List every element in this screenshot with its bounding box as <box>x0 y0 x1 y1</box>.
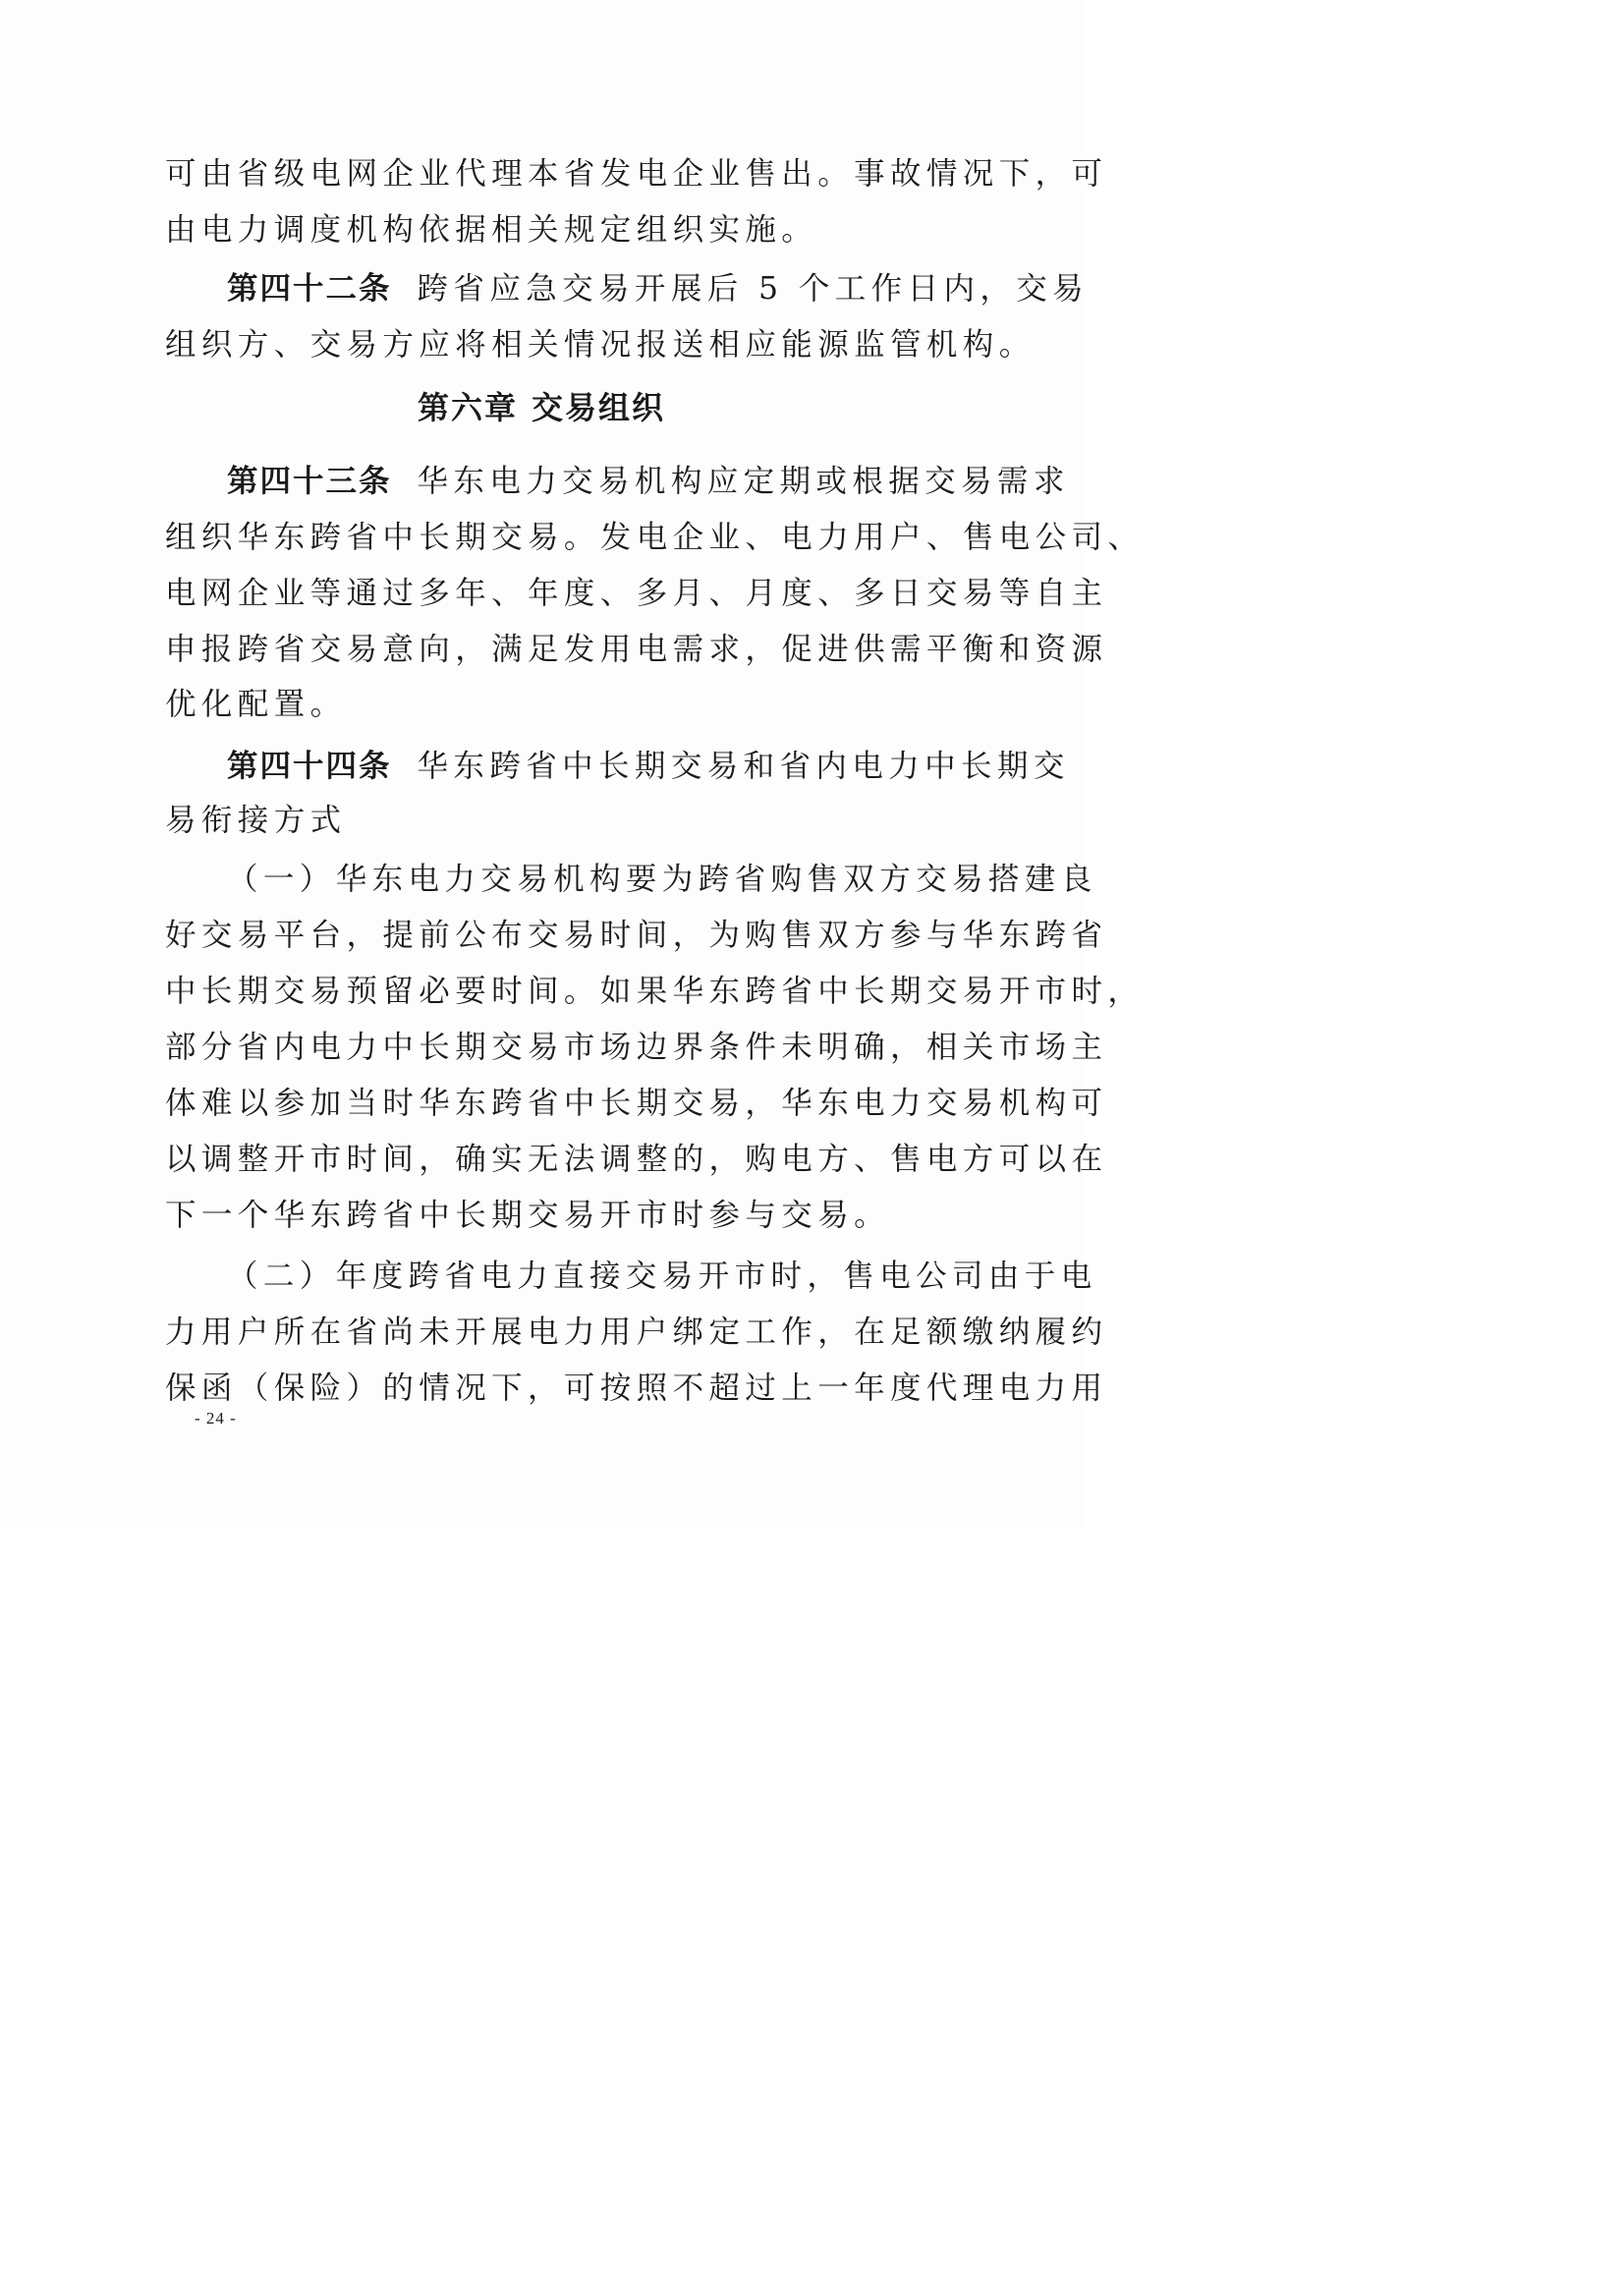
paragraph-line: 体难以参加当时华东跨省中长期交易，华东电力交易机构可 <box>165 1086 1108 1121</box>
article-text: 华东电力交易机构应定期或根据交易需求 <box>417 464 1070 499</box>
article-number: 第四十三条 <box>227 463 392 499</box>
paragraph-line: 可由省级电网企业代理本省发电企业售出。事故情况下，可 <box>165 156 1108 192</box>
paragraph-line: 优化配置。 <box>165 687 347 722</box>
paragraph-line: 申报跨省交易意向，满足发用电需求，促进供需平衡和资源 <box>165 632 1108 667</box>
list-item-first-line: （二）年度跨省电力直接交易开市时，售电公司由于电 <box>227 1259 1097 1294</box>
paragraph-line: 下一个华东跨省中长期交易开市时参与交易。 <box>165 1198 891 1233</box>
paragraph-line: 由电力调度机构依据相关规定组织实施。 <box>165 212 818 248</box>
article-44-first-line <box>227 747 1070 786</box>
chapter-heading <box>0 388 1083 427</box>
paragraph-line: 部分省内电力中长期交易市场边界条件未明确，相关市场主 <box>165 1030 1108 1065</box>
article-43-first-line <box>227 462 1070 501</box>
article-number: 第四十四条 <box>227 748 392 784</box>
article-text: 华东跨省中长期交易和省内电力中长期交 <box>417 749 1070 784</box>
paragraph-line: 好交易平台，提前公布交易时间，为购售双方参与华东跨省 <box>165 918 1108 953</box>
paragraph-line: 以调整开市时间，确实无法调整的，购电方、售电方可以在 <box>165 1142 1108 1177</box>
list-item-first-line: （一）华东电力交易机构要为跨省购售双方交易搭建良 <box>227 862 1097 897</box>
paragraph-line: 电网企业等通过多年、年度、多月、月度、多日交易等自主 <box>165 576 1108 611</box>
paragraph-line: 中长期交易预留必要时间。如果华东跨省中长期交易开市时， <box>165 974 1145 1009</box>
paragraph-line: 易衔接方式 <box>165 803 347 838</box>
document-page <box>0 0 1145 1530</box>
chapter-title: 交易组织 <box>532 389 666 426</box>
chapter-number: 第六章 <box>417 389 518 426</box>
paragraph-line: 力用户所在省尚未开展电力用户绑定工作，在足额缴纳履约 <box>165 1315 1108 1350</box>
paragraph-line: 保函（保险）的情况下，可按照不超过上一年度代理电力用 <box>165 1371 1108 1406</box>
article-number: 第四十二条 <box>227 270 392 307</box>
page-number: - 24 - <box>195 1409 237 1427</box>
article-text: 跨省应急交易开展后 5 个工作日内，交易 <box>417 271 1090 307</box>
article-42-first-line <box>227 269 1090 308</box>
paragraph-line: 组织方、交易方应将相关情况报送相应能源监管机构。 <box>165 327 1036 363</box>
paragraph-line: 组织华东跨省中长期交易。发电企业、电力用户、售电公司、 <box>165 520 1145 555</box>
